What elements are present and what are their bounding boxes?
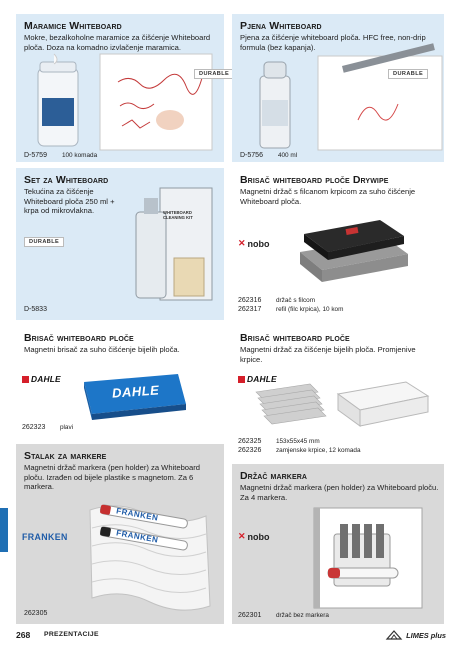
product-code-row <box>238 447 361 454</box>
brand-logo-text: DAHLE <box>247 374 277 384</box>
product-title: Brisač whiteboard ploče <box>240 332 350 344</box>
brand-logo-nobo <box>238 531 270 542</box>
brand-name: LIMES plus <box>406 630 446 640</box>
product-title: Stalak za markere <box>24 450 107 462</box>
product-card-eraser-white <box>232 326 444 460</box>
product-code-row <box>240 152 297 159</box>
nobo-mark-icon: ✕ <box>238 531 246 541</box>
footer-brand <box>386 630 446 640</box>
product-title: Maramice Whiteboard <box>24 20 122 32</box>
product-code-row <box>238 306 343 313</box>
product-card-wipes <box>16 14 230 162</box>
product-code-label: 100 komada <box>61 152 98 159</box>
product-title: Držač markera <box>240 470 308 482</box>
product-code-label: 400 ml <box>277 152 298 159</box>
product-card-marker-stand <box>16 444 224 624</box>
product-code-label: refil (filc krpica), 10 kom <box>275 306 344 313</box>
limes-logo-icon <box>386 630 402 640</box>
product-code: D-5759 <box>24 152 47 159</box>
product-code: 262316 <box>238 297 262 304</box>
product-description: Magnetni držač za čišćenje bijelih ploča. Promjenive krpice. <box>240 345 416 364</box>
product-code-row <box>238 297 315 304</box>
product-code: D-5833 <box>24 306 47 313</box>
product-card-marker-holder <box>232 464 444 624</box>
product-code-row <box>238 612 329 619</box>
brand-logo-durable: DURABLE <box>388 69 428 79</box>
product-description: Magnetni brisač za suho čišćenje bijelih ploča. <box>24 345 180 354</box>
brand-logo-durable: DURABLE <box>194 69 234 79</box>
product-code-row <box>238 438 320 445</box>
product-title: Brisač whiteboard ploče Drywipe <box>240 174 389 186</box>
page-footer <box>0 626 460 646</box>
product-card-cleaning-set <box>16 168 224 320</box>
side-tab-marker <box>0 508 8 552</box>
brand-logo-durable: DURABLE <box>24 237 64 247</box>
product-description: Tekućina za čišćenje Whiteboard ploča 250 ml + krpa od mikrovlakna. <box>24 187 115 216</box>
product-code-label: zamjenske krpice, 12 komada <box>275 447 361 454</box>
white-eraser-refills-image <box>254 370 434 432</box>
product-code: 262317 <box>238 306 262 313</box>
product-card-foam <box>232 14 444 162</box>
product-card-drywipe <box>232 168 444 320</box>
cleaning-kit-box-label: WHITEBOARD CLEANING KIT <box>163 210 193 220</box>
nobo-mark-icon: ✕ <box>238 238 246 248</box>
marker-print-text: FRANKEN <box>115 528 160 545</box>
product-card-eraser-blue <box>16 326 224 440</box>
eraser-brand-print: DAHLE <box>111 382 160 401</box>
page-number: 268 <box>16 630 31 640</box>
product-code-row <box>22 424 73 431</box>
product-code: 262325 <box>238 438 262 445</box>
product-code-label: držač s filcom <box>275 297 316 304</box>
cleaning-set-image <box>136 184 216 304</box>
product-code: 262301 <box>238 612 262 619</box>
brand-logo-text: DAHLE <box>31 374 61 384</box>
product-title: Set za Whiteboard <box>24 174 109 186</box>
product-description: Magnetni držač markera (pen holder) za Whiteboard ploču. Izrađen od bijele plastike s magnetom. Za 6 markera. <box>24 463 201 492</box>
product-code: 262305 <box>24 610 48 617</box>
product-title: Pjena Whiteboard <box>240 20 322 32</box>
product-description: Pjena za čišćenje whiteboard ploča. HFC free, non-drip formula (bez kapanja). <box>240 33 426 52</box>
product-code-label: plavi <box>59 424 74 431</box>
brand-logo-nobo <box>238 238 270 249</box>
product-code-row <box>24 610 54 617</box>
dahle-mark-icon <box>238 376 245 383</box>
brand-logo-dahle <box>22 374 61 384</box>
product-title: Brisač whiteboard ploče <box>24 332 134 344</box>
brand-logo-text: nobo <box>247 238 270 249</box>
product-code-label: 153x55x45 mm <box>275 438 320 445</box>
brand-logo-text: nobo <box>247 531 270 542</box>
product-code: 262323 <box>22 424 46 431</box>
marker-holder-image <box>304 504 426 610</box>
product-description: Magnetni držač markera (pen holder) za Whiteboard ploču. Za 4 markera. <box>240 483 439 502</box>
product-code: D-5756 <box>240 152 263 159</box>
brand-logo-franken: FRANKEN <box>22 532 68 542</box>
section-title: PREZENTACIJE <box>44 631 99 638</box>
drywipe-eraser-image <box>294 208 414 288</box>
product-code-row <box>24 152 97 159</box>
product-code-row <box>24 306 54 313</box>
product-code-label: držač bez markera <box>275 612 329 619</box>
marker-print-text: FRANKEN <box>115 506 160 523</box>
product-description: Mokre, bezalkoholne maramice za čišćenje Whiteboard ploča. Doza na komadno izvlačenje maramica. <box>24 33 211 52</box>
product-code: 262326 <box>238 447 262 454</box>
dahle-mark-icon <box>22 376 29 383</box>
product-description: Magnetni držač s filcanom krpicom za suho čišćenje Whiteboard ploča. <box>240 187 416 206</box>
